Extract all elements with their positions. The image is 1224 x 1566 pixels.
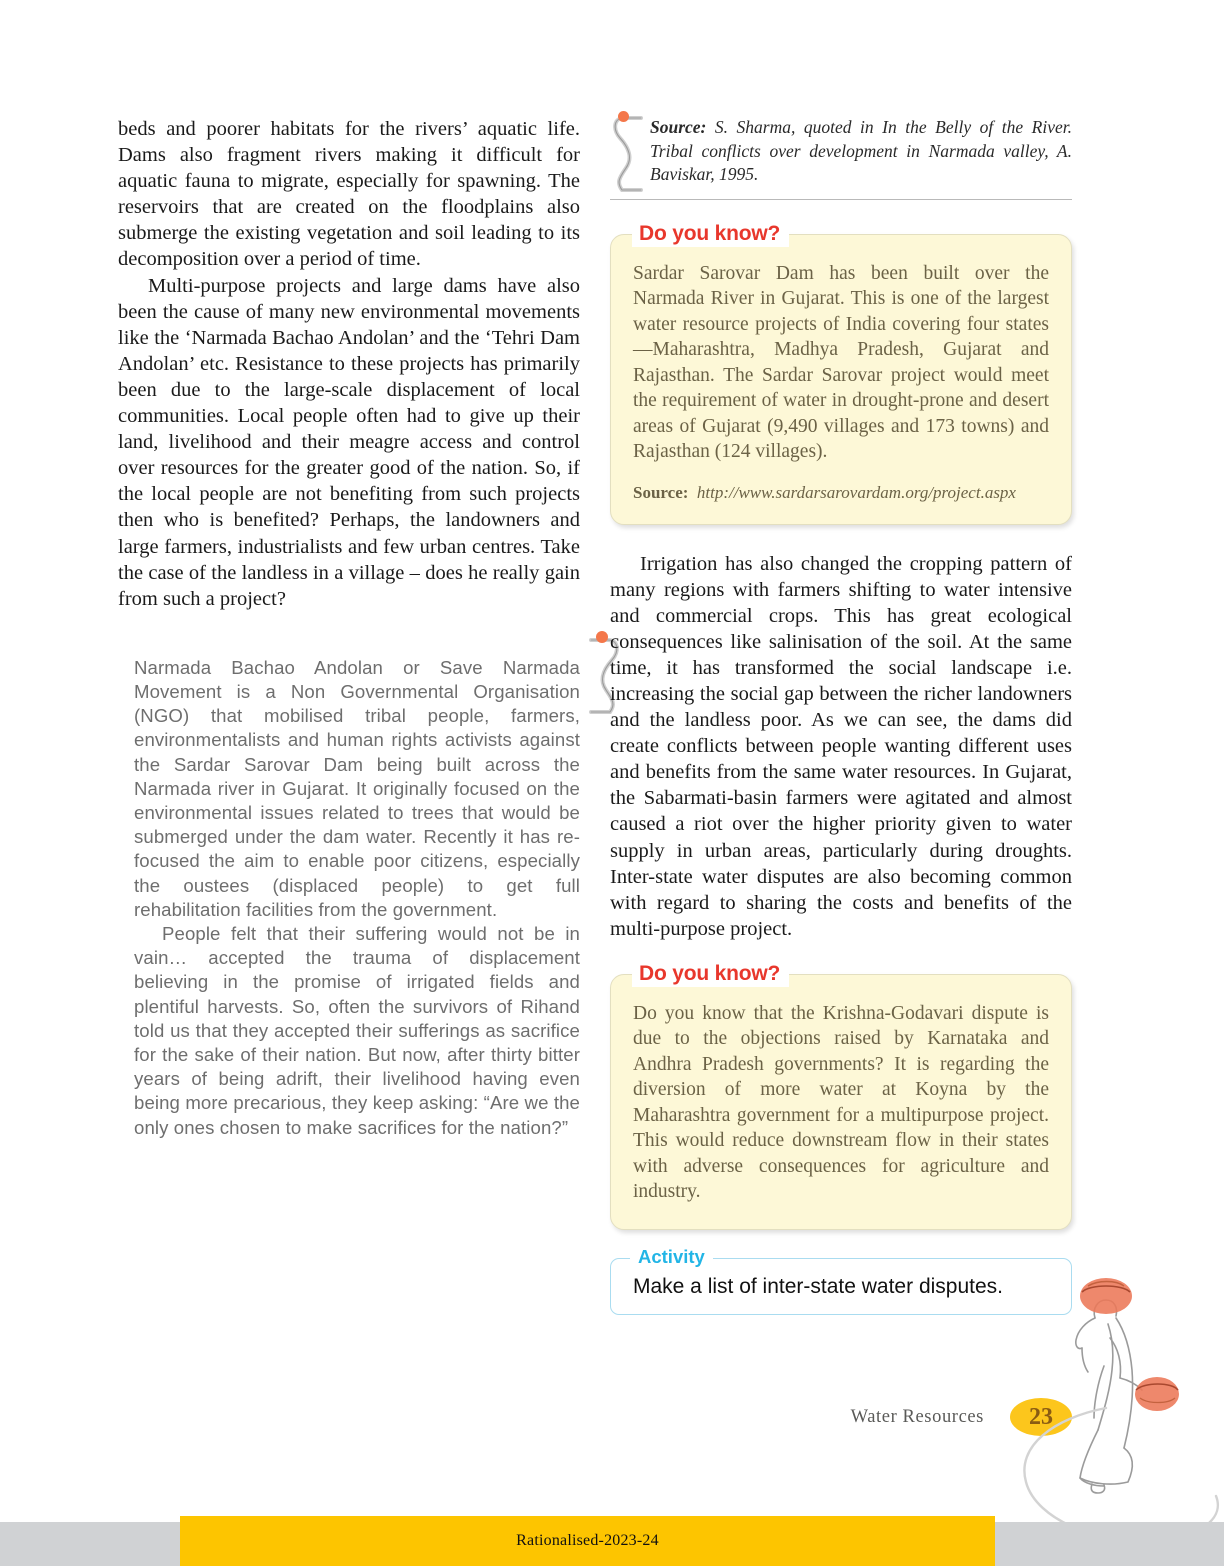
do-you-know-box-2	[610, 961, 1072, 1230]
do-you-know-text: Sardar Sarovar Dam has been built over the Narmada River in Gujarat. This is one of the largest water resource projects of India covering four states—Maharashtra, Madhya Pradesh, Gujarat and Rajasthan. The Sardar Sarovar project would meet the requirement of water in drought-prone and desert areas of Gujarat (9,490 villages and 173 towns) and Rajasthan (124 villages).	[633, 262, 1049, 462]
do-you-know-source-url[interactable]: http://www.sardarsarovardam.org/project.aspx	[696, 482, 1016, 502]
do-you-know-box-1	[610, 221, 1072, 525]
left-column	[118, 116, 580, 1140]
woman-figure-icon	[1048, 1278, 1224, 1528]
do-you-know-body	[610, 974, 1072, 1230]
activity-box	[610, 1245, 1072, 1315]
source-label: Source:	[650, 117, 707, 137]
chapter-footer	[610, 1398, 1072, 1436]
quote-paragraph-2: People felt that their suffering would not be in vain… accepted the trauma of displacement believing in the promise of irrigated fields and plentiful harvests. So, often the survivors of Rihand told us that they accepted their sufferings as sacrifice for the sake of their nation. But now, after thirty bitter years of being adrift, their livelihood having even being more precarious, they keep asking: “Are we the only ones chosen to make sacrifices for the nation?”	[134, 923, 580, 1138]
source-text	[650, 116, 1072, 187]
do-you-know-text: Do you know that the Krishna-Godavari dispute is due to the objections raised by Karnataka and Andhra Pradesh governments? It is regarding the diversion of more water at Koyna by the Maharashtra government for a multipurpose project. This would reduce downstream flow in their states with adverse consequences for agriculture and industry.	[633, 1002, 1049, 1203]
do-you-know-label: Do you know?	[632, 221, 789, 247]
right-column	[610, 116, 1072, 1315]
orange-dot-icon	[596, 631, 608, 643]
do-you-know-label: Do you know?	[632, 961, 789, 987]
rationalised-banner	[180, 1516, 995, 1566]
s-bracket-decoration-icon	[610, 116, 644, 194]
orange-dot-icon	[618, 111, 629, 122]
rationalised-banner-text: Rationalised-2023-24	[516, 1532, 659, 1549]
paragraph-continuation: beds and poorer habitats for the rivers’ aquatic life. Dams also fragment rivers making it difficult for aquatic fauna to migrate, especially for spawning. The reservoirs that are created on the floodplains also submerge the existing vegetation and soil leading to its decomposition over a period of time.	[118, 118, 580, 271]
woman-with-water-pots-illustration	[1048, 1278, 1224, 1528]
source-body: S. Sharma, quoted in In the Belly of the River. Tribal conflicts over development in Narmada valley, A. Baviskar, 1995.	[650, 117, 1072, 184]
page-number-badge	[1010, 1398, 1072, 1436]
chapter-name: Water Resources	[850, 1406, 984, 1427]
activity-text: Make a list of inter-state water disputes.	[633, 1274, 1003, 1298]
narmada-quote-block	[118, 656, 580, 1140]
do-you-know-source-label: Source:	[633, 482, 689, 502]
paragraph-irrigation: Irrigation has also changed the cropping pattern of many regions with farmers shifting to water intensive and commercial crops. This has great ecological consequences like salinisation of the soil. At the same time, it has transformed the social landscape i.e. increasing the social gap between the richer landowners and the landless poor. As we can see, the dams did create conflicts between people wanting different uses and benefits from the same water resources. In Gujarat, the Sabarmati-basin farmers were agitated and almost caused a riot over the higher priority given to water supply in urban areas, particularly during droughts. Inter-state water disputes are also becoming common with regard to sharing the costs and benefits of the multi-purpose project.	[610, 552, 1072, 940]
activity-label: Activity	[630, 1246, 713, 1268]
water-pot-icon	[1135, 1377, 1179, 1411]
water-pot-icon	[1080, 1278, 1132, 1314]
do-you-know-source	[633, 482, 1049, 504]
s-curve-icon	[610, 116, 644, 194]
page-number: 23	[1029, 1403, 1053, 1430]
quote-paragraph-1: Narmada Bachao Andolan or Save Narmada Movement is a Non Governmental Organisation (NGO) that mobilised tribal people, farmers, environmentalists and human rights activists against the Sardar Sarovar Dam being built across the Narmada river in Gujarat. It originally focused on the environmental issues related to trees that would be submerged under the dam water. Recently it has re-focused the aim to enable poor citizens, especially the oustees (displaced people) to get full rehabilitation facilities from the government.	[134, 656, 580, 920]
paragraph-multipurpose-projects: Multi-purpose projects and large dams have also been the cause of many new environmental movements like the ‘Narmada Bachao Andolan’ and the ‘Tehri Dam Andolan’ etc. Resistance to these projects has primarily been due to the large-scale displacement of local communities. Local people often had to give up their land, livelihood and their meagre access and control over resources for the greater good of the nation. So, if the local people are not benefiting from such projects then who is benefited? Perhaps, the landowners and large farmers, industrialists and few urban centres. Take the case of the landless in a village – does he really gain from such a project?	[118, 274, 580, 610]
source-citation	[610, 116, 1072, 200]
do-you-know-body	[610, 234, 1072, 525]
